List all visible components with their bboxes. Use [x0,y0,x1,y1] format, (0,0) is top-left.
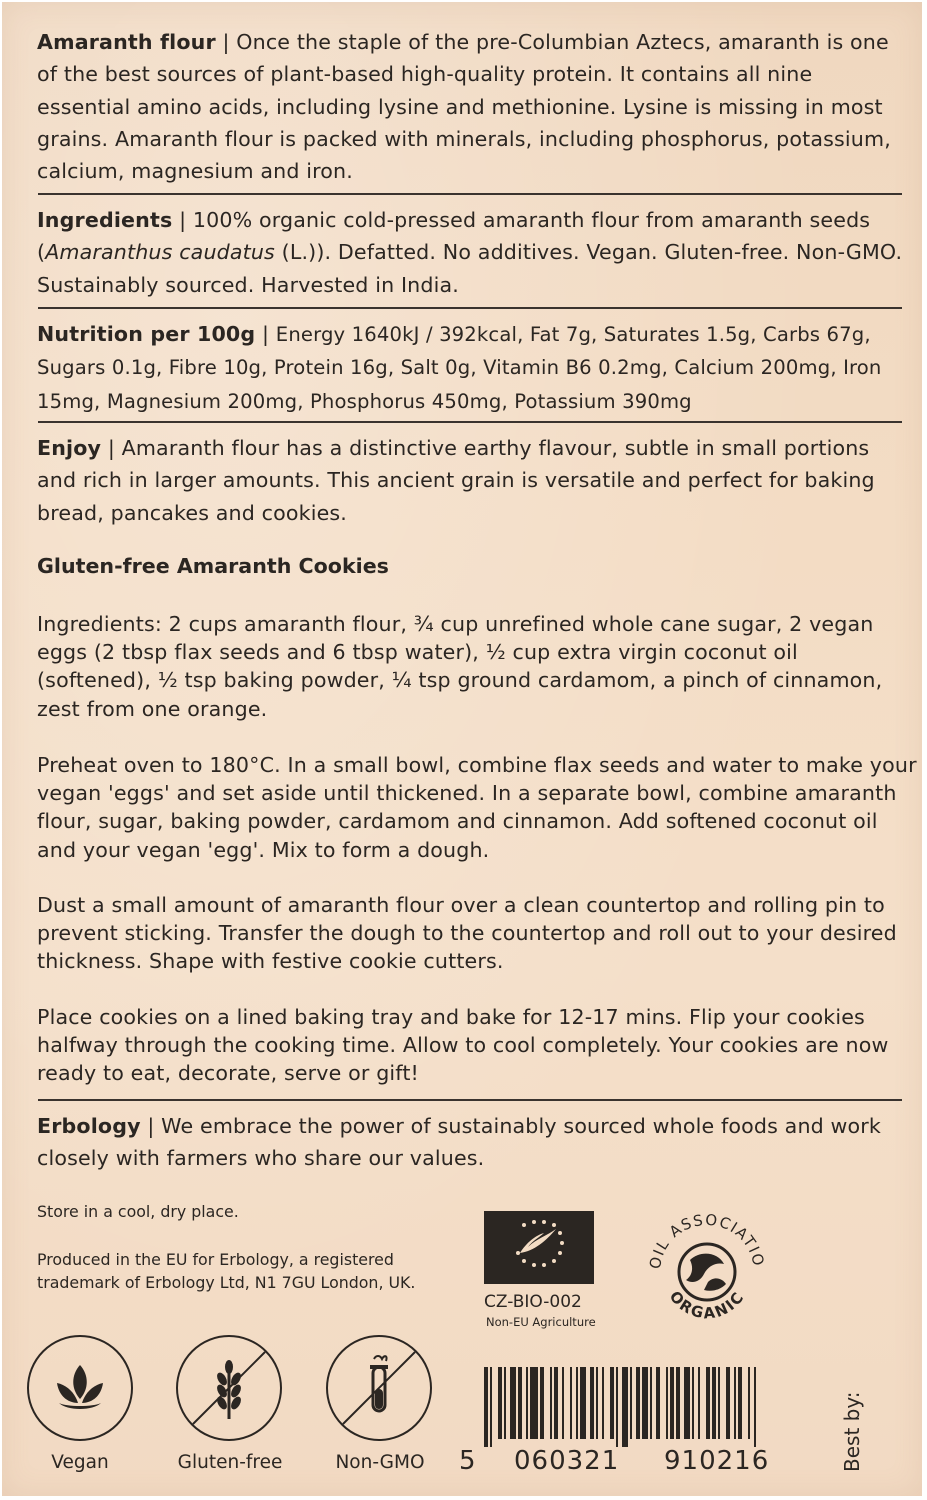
barcode-bar [636,1367,640,1439]
gluten-free-badge [176,1335,282,1441]
barcode [482,1367,824,1447]
brand-paragraph: Erbology | We embrace the power of sustainably sourced whole foods and work closely with farmers who share our values. [37,1114,881,1171]
test-tube-crossed-icon [328,1337,430,1439]
brand-title: Erbology [37,1114,141,1138]
barcode-bar [676,1367,680,1439]
barcode-bar [738,1367,742,1439]
non-gmo-label: Non-GMO [335,1452,425,1473]
barcode-bar [510,1367,516,1439]
recipe-step-3: Place cookies on a lined baking tray and bake for 12-17 mins. Flip your cookies halfway through the cooking time. Allow to cool completely. Your cookies are now ready to eat, decorate, serve or gift! [37,1005,889,1086]
barcode-bar [504,1367,506,1439]
barcode-bar [580,1367,586,1439]
ingredients-title: Ingredients [37,208,173,232]
divider [38,307,902,309]
barcode-bar [726,1367,730,1439]
barcode-first-digit: 5 [459,1446,477,1476]
barcode-bar [554,1367,558,1439]
enjoy-text: Amaranth flour has a distinctive earthy flavour, subtle in small portions and rich in larger amounts. This ancient grain is versatile and perfect for baking bread, pancakes and cookies. [37,436,875,525]
storage-note: Store in a cool, dry place. [37,1202,239,1221]
barcode-bar [630,1367,632,1439]
barcode-bar [698,1367,700,1439]
enjoy-paragraph: Enjoy | Amaranth flour has a distinctive earthy flavour, subtle in small portions and rich in larger amounts. This ancient grain is versatile and perfect for baking bread, pancakes and cookies. [37,436,875,525]
barcode-bar [518,1367,522,1439]
leaf-icon [29,1337,131,1439]
eu-organic-origin: Non-EU Agriculture [486,1315,596,1329]
barcode-bar [610,1367,614,1439]
barcode-bar [526,1367,528,1439]
intro-title: Amaranth flour [37,30,216,54]
recipe-step-1: Preheat oven to 180°C. In a small bowl, combine flax seeds and water to make your vegan 'eggs' and set aside until thickened. In a separate bowl, combine amaranth flour, sugar, baking powder, cardamom and cinnamon. Add softened coconut oil and your vegan 'egg'. Mix to form a dough. [37,753,917,862]
barcode-bar [650,1367,652,1439]
barcode-bar [656,1367,660,1439]
barcode-bar [596,1367,598,1439]
barcode-bar [642,1367,648,1439]
intro-text: Once the staple of the pre-Columbian Aztecs, amaranth is one of the best sources of plant-based high-quality protein. It contains all nine essential amino acids, including lysine and methionine. Lysine is missing in most grains. Amaranth flour is packed with minerals, including phosphorus, potassium, calcium, magnesium and iron. [37,30,891,184]
vegan-badge [27,1335,133,1441]
divider [38,1099,902,1101]
barcode-bar [576,1367,578,1439]
divider [38,193,902,195]
barcode-bar [530,1367,538,1439]
barcode-bar [498,1367,502,1439]
recipe-title: Gluten-free Amaranth Cookies [37,554,389,578]
ingredients-paragraph: Ingredients | 100% organic cold-pressed amaranth flour from amaranth seeds (Amaranthus caudatus (L.)). Defatted. No additives. Vegan. Gluten-free. Non-GMO. Sustainably sourced. Harvested in India. [37,208,903,297]
barcode-bar [712,1367,716,1439]
barcode-bar [734,1367,736,1439]
divider [38,421,902,423]
nutrition-title: Nutrition per 100g [37,322,256,346]
barcode-bar [602,1367,604,1439]
brand-text: We embrace the power of sustainably sourced whole foods and work closely with farmers who share our values. [37,1114,881,1171]
barcode-left-digits: 060321 [514,1446,620,1476]
soil-association-bottom-text: ORGANIC [665,1287,749,1323]
svg-text:ORGANIC [666,1287,748,1322]
barcode-bar [684,1367,690,1439]
soil-association-icon [642,1210,772,1330]
ingredients-text: 100% organic cold-pressed amaranth flour from amaranth seeds ( [37,208,871,265]
barcode-bar [670,1367,674,1439]
barcode-bar [622,1367,628,1447]
eu-stars-icon [484,1211,594,1284]
ingredients-text-end: (L.)). Defatted. No additives. Vegan. Gluten-free. Non-GMO. Sustainably sourced. Harvested in India. [37,240,903,297]
intro-paragraph: Amaranth flour | Once the staple of the pre-Columbian Aztecs, amaranth is one of the best sources of plant-based high-quality protein. It contains all nine essential amino acids, including lysine and methionine. Lysine is missing in most grains. Amaranth flour is packed with minerals, including phosphorus, potassium, calcium, magnesium and iron. [37,30,891,184]
barcode-bar [692,1367,694,1439]
ingredients-latin-name: Amaranthus caudatus [45,240,275,265]
barcode-bar [550,1367,552,1439]
produced-line-1: Produced in the EU for Erbology, a registered [37,1250,394,1269]
produced-line-2: trademark of Erbology Ltd, N1 7GU London, UK. [37,1273,416,1292]
vegan-label: Vegan [51,1452,109,1473]
barcode-bar [570,1367,572,1439]
recipe-step-2: Dust a small amount of amaranth flour over a clean countertop and rolling pin to prevent sticking. Transfer the dough to the countertop and roll out to your desired thickness. Shape with festive cookie cutters. [37,893,897,974]
barcode-bar [484,1367,488,1447]
barcode-bar [754,1367,756,1447]
eu-organic-leaf-icon [484,1211,594,1284]
eu-organic-code: CZ-BIO-002 [484,1292,582,1312]
best-by-label: Best by: [840,1391,864,1472]
barcode-bar [590,1367,594,1439]
barcode-bar [718,1367,720,1439]
barcode-bar [490,1367,492,1447]
barcode-bar [706,1367,710,1439]
soil-association-logo [642,1210,772,1330]
gluten-free-label: Gluten-free [177,1452,283,1473]
recipe-ingredients: Ingredients: 2 cups amaranth flour, ¾ cup unrefined whole cane sugar, 2 vegan eggs (2 tbsp flax seeds and 6 tbsp water), ½ cup extra virgin coconut oil (softened), ½ tsp baking powder, ¼ tsp ground cardamom, a pinch of cinnamon, zest from one orange. [37,612,883,721]
non-gmo-badge [326,1335,432,1441]
barcode-bar [666,1367,668,1439]
barcode-bar [540,1367,544,1439]
barcode-bar [748,1367,750,1439]
barcode-bar [562,1367,564,1439]
label-panel [2,2,922,1496]
barcode-bar [616,1367,618,1447]
enjoy-title: Enjoy [37,436,102,460]
soil-association-top-text: OIL ASSOCIATIO [645,1210,768,1271]
nutrition-text: Energy 1640kJ / 392kcal, Fat 7g, Saturates 1.5g, Carbs 67g, Sugars 0.1g, Fibre 10g, Protein 16g, Salt 0g, Vitamin B6 0.2mg, Calcium 200mg, Iron 15mg, Magnesium 200mg, Phosphorus 450mg, Potassium 390mg [37,323,882,413]
nutrition-paragraph: Nutrition per 100g | Energy 1640kJ / 392kcal, Fat 7g, Saturates 1.5g, Carbs 67g, Sugars 0.1g, Fibre 10g, Protein 16g, Salt 0g, Vitamin B6 0.2mg, Calcium 200mg, Iron 15mg, Magnesium 200mg, Phosphorus 450mg, Potassium 390mg [37,322,882,413]
wheat-crossed-icon [178,1337,280,1439]
barcode-right-digits: 910216 [664,1446,770,1476]
